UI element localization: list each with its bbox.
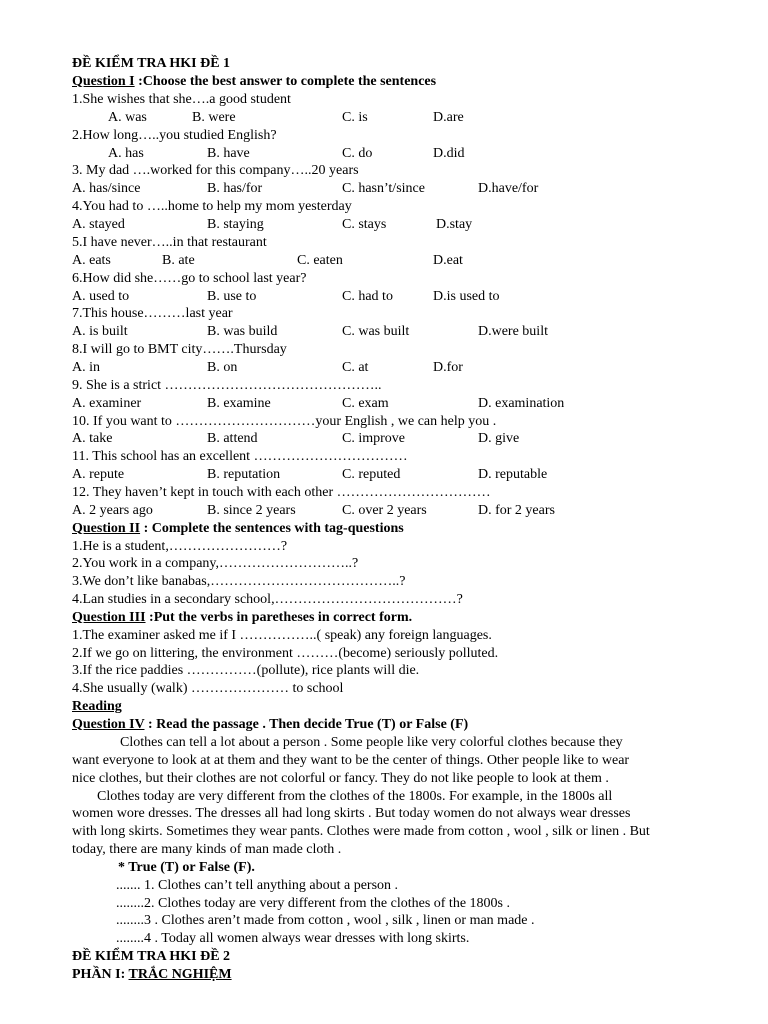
question-1-instruction: :Choose the best answer to complete the sentences	[134, 74, 437, 89]
question-1-header	[72, 73, 436, 91]
question-2-label: Question II	[72, 521, 141, 536]
option-b: B. examine	[207, 396, 271, 411]
option-c: C. exam	[342, 396, 389, 411]
option-d: D. reputable	[478, 467, 548, 482]
option-c: C. over 2 years	[342, 503, 427, 518]
mc-question-stem: 5.I have never…..in that restaurant	[72, 235, 267, 250]
true-false-statement: ....... 1. Clothes can’t tell anything about a person .	[116, 878, 399, 893]
option-a: A. used to	[72, 289, 130, 304]
option-a: A. in	[72, 360, 100, 375]
true-false-statement: ........3 . Clothes aren’t made from cotton , wool , silk , linen or man made .	[116, 913, 535, 928]
question-2-instruction: : Complete the sentences with tag-questions	[140, 521, 404, 536]
question-2-header	[72, 520, 404, 538]
mc-question-stem: 1.She wishes that she….a good student	[72, 92, 291, 107]
option-b: B. attend	[207, 431, 258, 446]
mc-question-stem: 9. She is a strict ………………………………………..	[72, 378, 382, 393]
option-a: A. has	[108, 146, 144, 161]
option-d: D.for	[433, 360, 463, 375]
passage-line: want everyone to look at at them and they want to be the center of things. Other people like to wear	[72, 753, 630, 768]
verb-form-item: 1.The examiner asked me if I ……………..( speak) any foreign languages.	[72, 628, 492, 643]
option-c: C. improve	[342, 431, 405, 446]
option-c: C. reputed	[342, 467, 401, 482]
question-1-label: Question I	[72, 74, 135, 89]
true-false-statement: ........2. Clothes today are very different from the clothes of the 1800s .	[116, 896, 510, 911]
option-b: B. staying	[207, 217, 264, 232]
option-a: A. take	[72, 431, 113, 446]
part-1-heading	[72, 966, 232, 984]
option-c: C. stays	[342, 217, 387, 232]
passage-line: nice clothes, but their clothes are not colorful or fancy. They do not like people to look at them .	[72, 771, 609, 786]
mc-question-stem: 10. If you want to …………………………your English , we can help you .	[72, 414, 497, 429]
passage-line: Clothes can tell a lot about a person . Some people like very colorful clothes because they	[120, 735, 623, 750]
option-c: C. had to	[342, 289, 393, 304]
mc-question-stem: 7.This house………last year	[72, 306, 233, 321]
question-3-label: Question III	[72, 610, 146, 625]
question-4-instruction: : Read the passage . Then decide True (T) or False (F)	[144, 717, 469, 732]
option-b: B. has/for	[207, 181, 263, 196]
passage-line: today, there are many kinds of man made cloth .	[72, 842, 342, 857]
passage-line: Clothes today are very different from the clothes of the 1800s. For example, in the 1800s all	[97, 789, 613, 804]
part-1-label: TRẮC NGHIỆM	[128, 967, 232, 982]
option-b: B. ate	[162, 253, 195, 268]
option-d: D.are	[433, 110, 464, 125]
option-a: A. 2 years ago	[72, 503, 153, 518]
option-d: D.is used to	[433, 289, 500, 304]
option-d: D. for 2 years	[478, 503, 555, 518]
verb-form-item: 3.If the rice paddies ……………(pollute), rice plants will die.	[72, 663, 420, 678]
option-b: B. were	[192, 110, 236, 125]
option-d: D. give	[478, 431, 520, 446]
option-d: D.have/for	[478, 181, 539, 196]
part-1-prefix: PHẦN I:	[72, 967, 129, 982]
exam-title-2: ĐỀ KIỂM TRA HKI ĐỀ 2	[72, 949, 231, 964]
tag-question-item: 1.He is a student,……………………?	[72, 539, 288, 554]
verb-form-item: 4.She usually (walk) ………………… to school	[72, 681, 344, 696]
passage-line: with long skirts. Sometimes they wear pants. Clothes were made from cotton , wool , silk or linen . But	[72, 824, 650, 839]
question-3-header	[72, 609, 412, 627]
option-b: B. have	[207, 146, 250, 161]
option-a: A. repute	[72, 467, 125, 482]
option-d: D.eat	[433, 253, 463, 268]
option-a: A. is built	[72, 324, 128, 339]
option-a: A. eats	[72, 253, 111, 268]
mc-question-stem: 12. They haven’t kept in touch with each other ……………………………	[72, 485, 491, 500]
mc-question-stem: 11. This school has an excellent ……………………………	[72, 449, 408, 464]
option-c: C. hasn’t/since	[342, 181, 425, 196]
reading-label: Reading	[72, 699, 122, 714]
option-b: B. on	[207, 360, 238, 375]
tag-question-item: 2.You work in a company,………………………..?	[72, 556, 359, 571]
option-c: C. eaten	[297, 253, 343, 268]
exam-title: ĐỀ KIỂM TRA HKI ĐỀ 1	[72, 56, 231, 71]
option-c: C. at	[342, 360, 369, 375]
option-c: C. was built	[342, 324, 410, 339]
mc-question-stem: 3. My dad ….worked for this company…..20 years	[72, 163, 359, 178]
option-b: B. use to	[207, 289, 257, 304]
option-d: D. examination	[478, 396, 565, 411]
option-b: B. was build	[207, 324, 278, 339]
mc-question-stem: 6.How did she……go to school last year?	[72, 271, 307, 286]
option-b: B. reputation	[207, 467, 281, 482]
mc-question-stem: 8.I will go to BMT city…….Thursday	[72, 342, 287, 357]
option-a: A. stayed	[72, 217, 125, 232]
option-d: D.stay	[436, 217, 473, 232]
option-b: B. since 2 years	[207, 503, 296, 518]
option-a: A. examiner	[72, 396, 142, 411]
question-4-label: Question IV	[72, 717, 145, 732]
tag-question-item: 4.Lan studies in a secondary school,…………………………………?	[72, 592, 463, 607]
option-a: A. has/since	[72, 181, 141, 196]
true-false-heading: * True (T) or False (F).	[118, 860, 255, 875]
option-c: C. do	[342, 146, 373, 161]
question-4-header	[72, 716, 468, 734]
tag-question-item: 3.We don’t like banabas,…………………………………..?	[72, 574, 406, 589]
passage-line: women wore dresses. The dresses all had long skirts . But today women do not always wear dresses	[72, 806, 631, 821]
option-d: D.did	[433, 146, 465, 161]
mc-question-stem: 2.How long…..you studied English?	[72, 128, 277, 143]
option-a: A. was	[108, 110, 147, 125]
verb-form-item: 2.If we go on littering, the environment ………(become) seriously polluted.	[72, 646, 499, 661]
true-false-statement: ........4 . Today all women always wear dresses with long skirts.	[116, 931, 470, 946]
question-3-instruction: :Put the verbs in paretheses in correct form.	[145, 610, 413, 625]
option-d: D.were built	[478, 324, 548, 339]
option-c: C. is	[342, 110, 368, 125]
mc-question-stem: 4.You had to …..home to help my mom yesterday	[72, 199, 352, 214]
